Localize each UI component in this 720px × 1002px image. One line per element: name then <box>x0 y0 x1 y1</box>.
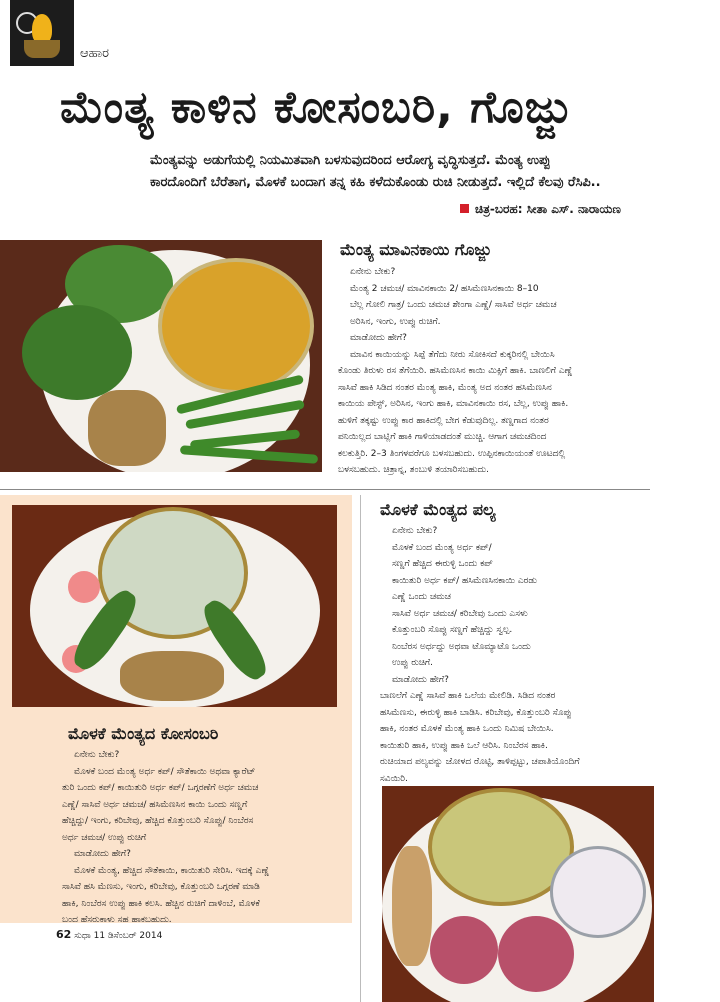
recipe-line: ಮಾಡೋದು ಹೇಗೆ? <box>74 849 131 859</box>
recipe-body-palya <box>380 523 680 787</box>
photo-kosambari <box>12 505 337 707</box>
recipe-title-mango-gojju: ಮೆಂತ್ಯ ಮಾವಿನಕಾಯಿ ಗೊಜ್ಜು <box>340 240 492 259</box>
photo-mango-gojju <box>0 240 322 472</box>
recipe-line: ಏನೇನು ಬೇಕು? <box>74 750 120 760</box>
byline-text: ಚಿತ್ರ-ಬರಹ: ಸೀತಾ ಎಸ್. ನಾರಾಯಣ <box>475 202 621 216</box>
recipe-line: ಮಾಡೋದು ಹೇಗೆ? <box>392 674 449 685</box>
recipe-title-kosambari: ಮೊಳಕೆ ಮೆಂತ್ಯದ ಕೋಸಂಬರಿ <box>68 724 219 743</box>
recipe-line: ಕಾಯಿತುರಿ ಹಾಕಿ, ಉಪ್ಪು ಹಾಕಿ ಒಲೆ ಆರಿಸಿ. ನಿಂಬೆರಸ ಹಾಕಿ. <box>380 740 548 751</box>
recipe-line: ಪನಿಯಿಲ್ಲದ ಬಾಟ್ಲಿಗೆ ಹಾಕಿ ಗಾಳಿಯಾಡದಂತೆ ಮುಚ್ಚಿ. ಆಗಾಗ ಚಮಚದಿಂದ <box>338 432 547 442</box>
recipe-body-kosambari <box>62 747 346 929</box>
article-intro <box>150 150 665 194</box>
recipe-line: ಮೊಳಕೆ ಮೆಂತ್ಯ, ಹೆಚ್ಚಿದ ಸೌತೆಕಾಯಿ, ಕಾಯಿತುರಿ ಸೇರಿಸಿ. ಇದಕ್ಕೆ ಎಣ್ಣೆ <box>74 865 270 876</box>
magazine-logo <box>10 0 74 66</box>
recipe-line: ಅರಿಸಿನ, ಇಂಗು, ಉಪ್ಪು ರುಚಿಗೆ. <box>350 316 441 327</box>
recipe-line: ಸಾಸಿವೆ ಅರ್ಧ ಚಮಚ/ ಕರಿಬೇವು ಒಂದು ಎಸಳು <box>392 608 528 619</box>
bullet-square-icon <box>460 204 469 213</box>
recipe-line: ಸಾಸಿವೆ ಹಸಿ ಮೆಣಸು, ಇಂಗು, ಕರಿಬೇವು, ಕೊತ್ತುಂಬರಿ ಒಗ್ಗರಣೆ ಮಾಡಿ <box>62 882 260 892</box>
recipe-line: ಬಾಣಲೆಗೆ ಎಣ್ಣೆ ಸಾಸಿವೆ ಹಾಕಿ ಒಲೆಯ ಮೇಲಿಡಿ. ಸಿಡಿದ ನಂತರ <box>380 691 556 701</box>
recipe-line: ಸಣ್ಣಗೆ ಹೆಚ್ಚಿದ ಈರುಳ್ಳಿ ಒಂದು ಕಪ್ <box>392 559 493 569</box>
recipe-line: ಎಣ್ಣೆ/ ಸಾಸಿವೆ ಅರ್ಧ ಚಮಚ/ ಹಸಿಮೆಣಸಿನ ಕಾಯಿ ಒಂದು ಸಣ್ಣಗೆ <box>62 799 248 810</box>
publication-info: ಸುಧಾ 11 ಡಿಸೆಂಬರ್ 2014 <box>74 931 163 941</box>
recipe-line: ಸವಿಯಿರಿ. <box>380 773 408 784</box>
recipe-line: ತುರಿ ಒಂದು ಕಪ್/ ಕಾಯಿತುರಿ ಅರ್ಧ ಕಪ್/ ಒಗ್ಗರಣೆಗೆ ಅರ್ಧ ಚಮಚ <box>62 783 259 793</box>
byline <box>460 202 621 217</box>
pot-icon <box>24 40 60 58</box>
recipe-line: ಹುಳಿಗೆ ತಕ್ಕಷ್ಟು ಉಪ್ಪು ಕಾರ ಹಾಕಿದಲ್ಲಿ ಬೇಗ ಕೆಡುವುದಿಲ್ಲ. ತಣ್ಣಗಾದ ನಂತರ <box>338 415 549 426</box>
section-divider <box>0 489 650 490</box>
recipe-line: ಬೆಲ್ಲ ಗೋಲಿ ಗಾತ್ರ/ ಒಂದು ಚಮಚ ಶೇಂಗಾ ಎಣ್ಣೆ/ ಸಾಸಿವೆ ಅರ್ಧ ಚಮಚ <box>350 300 557 310</box>
recipe-line: ನಿಂಬೆರಸ ಅರ್ಧದ್ದು ಅಥವಾ ಟೊಮ್ಯಾಟೊ ಒಂದು <box>392 641 531 652</box>
recipe-line: ಸಾಸಿವೆ ಹಾಕಿ ಸಿಡಿದ ನಂತರ ಮೆಂತ್ಯ ಹಾಕಿ, ಮೆಂತ್ಯ ಅದ ನಂತರ ಹಸಿಮೆಣಸಿನ <box>338 382 552 393</box>
column-divider <box>360 495 361 1002</box>
recipe-line: ಕಾಯಿಯ ಪೇಸ್ಟ್, ಅರಿಸಿನ, ಇಂಗು ಹಾಕಿ, ಮಾವಿನಕಾಯಿ ರಸ, ಬೆಲ್ಲ, ಉಪ್ಪು ಹಾಕಿ. <box>338 399 569 409</box>
recipe-line: ಕಾಯಿತುರಿ ಅರ್ಧ ಕಪ್/ ಹಸಿಮೆಣಸಿನಕಾಯಿ ಎರಡು <box>392 575 538 586</box>
recipe-line: ಹಸಿಮೆಣಸು, ಈರುಳ್ಳಿ ಹಾಕಿ ಬಾಡಿಸಿ. ಕರಿಬೇವು, ಕೊತ್ತುಂಬರಿ ಸೊಪ್ಪು <box>380 707 572 718</box>
recipe-title-palya: ಮೊಳಕೆ ಮೆಂತ್ಯದ ಪಲ್ಯ <box>380 500 496 519</box>
intro-line: ಮೆಂತ್ಯವನ್ನು ಅಡುಗೆಯಲ್ಲಿ ನಿಯಮಿತವಾಗಿ ಬಳಸುವುದರಿಂದ ಆರೋಗ್ಯ ವೃದ್ಧಿಸುತ್ತದೆ. ಮೆಂತ್ಯ ಉಪ್ಪು <box>150 153 551 168</box>
recipe-line: ಅರ್ಧ ಚಮಚ/ ಉಪ್ಪು ರುಚಿಗೆ <box>62 832 147 843</box>
recipe-line: ಮೊಳಕೆ ಬಂದ ಮೆಂತ್ಯ ಅರ್ಧ ಕಪ್/ ಸೌತೆಕಾಯಿ ಅಥವಾ ಕ್ಯಾರೆಟ್ <box>74 766 256 777</box>
recipe-line: ಬಳಸಬಹುದು. ಚಿತ್ರಾನ್ನ, ತಂಬುಳಿ ತಯಾರಿಸಬಹುದು. <box>338 465 490 475</box>
recipe-line: ಎಣ್ಣೆ ಒಂದು ಚಮಚ <box>392 592 451 602</box>
recipe-line: ಏನೇನು ಬೇಕು? <box>392 526 438 536</box>
recipe-line: ಹೆಚ್ಚಿದ್ದು/ ಇಂಗು, ಕರಿಬೇವು, ಹೆಚ್ಚಿದ ಕೊತ್ತುಂಬರಿ ಸೊಪ್ಪು/ ನಿಂಬೆರಸ <box>62 816 254 826</box>
recipe-line: ಹಾಕಿ, ನಂತರ ಮೊಳಕೆ ಮೆಂತ್ಯ ಹಾಕಿ ಒಂದು ನಿಮಿಷ ಬೇಯಿಸಿ. <box>380 724 554 734</box>
page-number: 62 <box>56 928 72 941</box>
page-footer <box>56 928 162 941</box>
recipe-line: ಮಾಡೋದು ಹೇಗೆ? <box>350 333 407 343</box>
photo-palya <box>382 786 654 1002</box>
recipe-line: ಮೊಳಕೆ ಬಂದ ಮೆಂತ್ಯ ಅರ್ಧ ಕಪ್/ <box>392 542 492 553</box>
recipe-line: ಕೊತ್ತುಂಬರಿ ಸೊಪ್ಪು ಸಣ್ಣಗೆ ಹೆಚ್ಚಿದ್ದು ಸ್ವಲ್ಪ. <box>392 625 513 635</box>
intro-line: ಕಾರದೊಂದಿಗೆ ಬೆರೆತಾಗ, ಮೊಳಕೆ ಬಂದಾಗ ತನ್ನ ಕಹಿ ಕಳೆದುಕೊಂಡು ರುಚಿ ನೀಡುತ್ತದೆ. ಇಲ್ಲಿದೆ ಕೆಲವು ರೆಸಿಪಿ.. <box>150 175 601 190</box>
section-label: ಆಹಾರ <box>80 46 110 61</box>
recipe-line: ಮಾವಿನ ಕಾಯಿಯನ್ನು ಸಿಪ್ಪೆ ತೆಗೆದು ನೀರು ಸೋಕಿಸದೆ ಕುಕ್ಕರಿನಲ್ಲಿ ಬೇಯಿಸಿ <box>350 349 555 360</box>
recipe-line: ಉಪ್ಪು ರುಚಿಗೆ. <box>392 658 433 668</box>
article-title: ಮೆಂತ್ಯ ಕಾಳಿನ ಕೋಸಂಬರಿ, ಗೊಜ್ಜು <box>60 82 573 133</box>
recipe-line: ಹಾಕಿ, ನಿಂಬೆರಸ ಉಪ್ಪು ಹಾಕಿ ಕಲಸಿ. ಹೆಚ್ಚಿನ ರುಚಿಗೆ ದಾಳಿಂಬೆ, ಮೊಳಕೆ <box>62 898 260 909</box>
recipe-line: ಮೆಂತ್ಯ 2 ಚಮಚ/ ಮಾವಿನಕಾಯಿ 2/ ಹಸಿಮೆಣಸಿನಕಾಯಿ 8–10 <box>350 283 539 294</box>
recipe-line: ರುಚಿಯಾದ ಪಲ್ಯವನ್ನು ಜೋಳದ ರೊಟ್ಟಿ, ತಾಳಿಪ್ಪಟ್ಟು, ಚಪಾತಿಯೊಂದಿಗೆ <box>380 757 580 767</box>
recipe-line: ಬಂದ ಹೆಸರುಕಾಳು ಸಹ ಹಾಕಬಹುದು. <box>62 915 172 925</box>
recipe-line: ಕಲಕುತ್ತಿರಿ. 2–3 ತಿಂಗಳವರೆಗೂ ಬಳಸಬಹುದು. ಉಪ್ಪಿನಕಾಯಿಯಂತೆ ಊಟದಲ್ಲಿ <box>338 448 566 459</box>
recipe-line: ಕೊಂಡು ತಿರುಳು ರಸ ತೆಗೆಯಿರಿ. ಹಸಿಮೆಣಸಿನ ಕಾಯಿ ಮಿಕ್ಸಿಗೆ ಹಾಕಿ. ಬಾಣಲಿಗೆ ಎಣ್ಣೆ <box>338 366 573 376</box>
recipe-body-mango-gojju <box>338 264 673 479</box>
recipe-line: ಏನೇನು ಬೇಕು? <box>350 267 396 277</box>
